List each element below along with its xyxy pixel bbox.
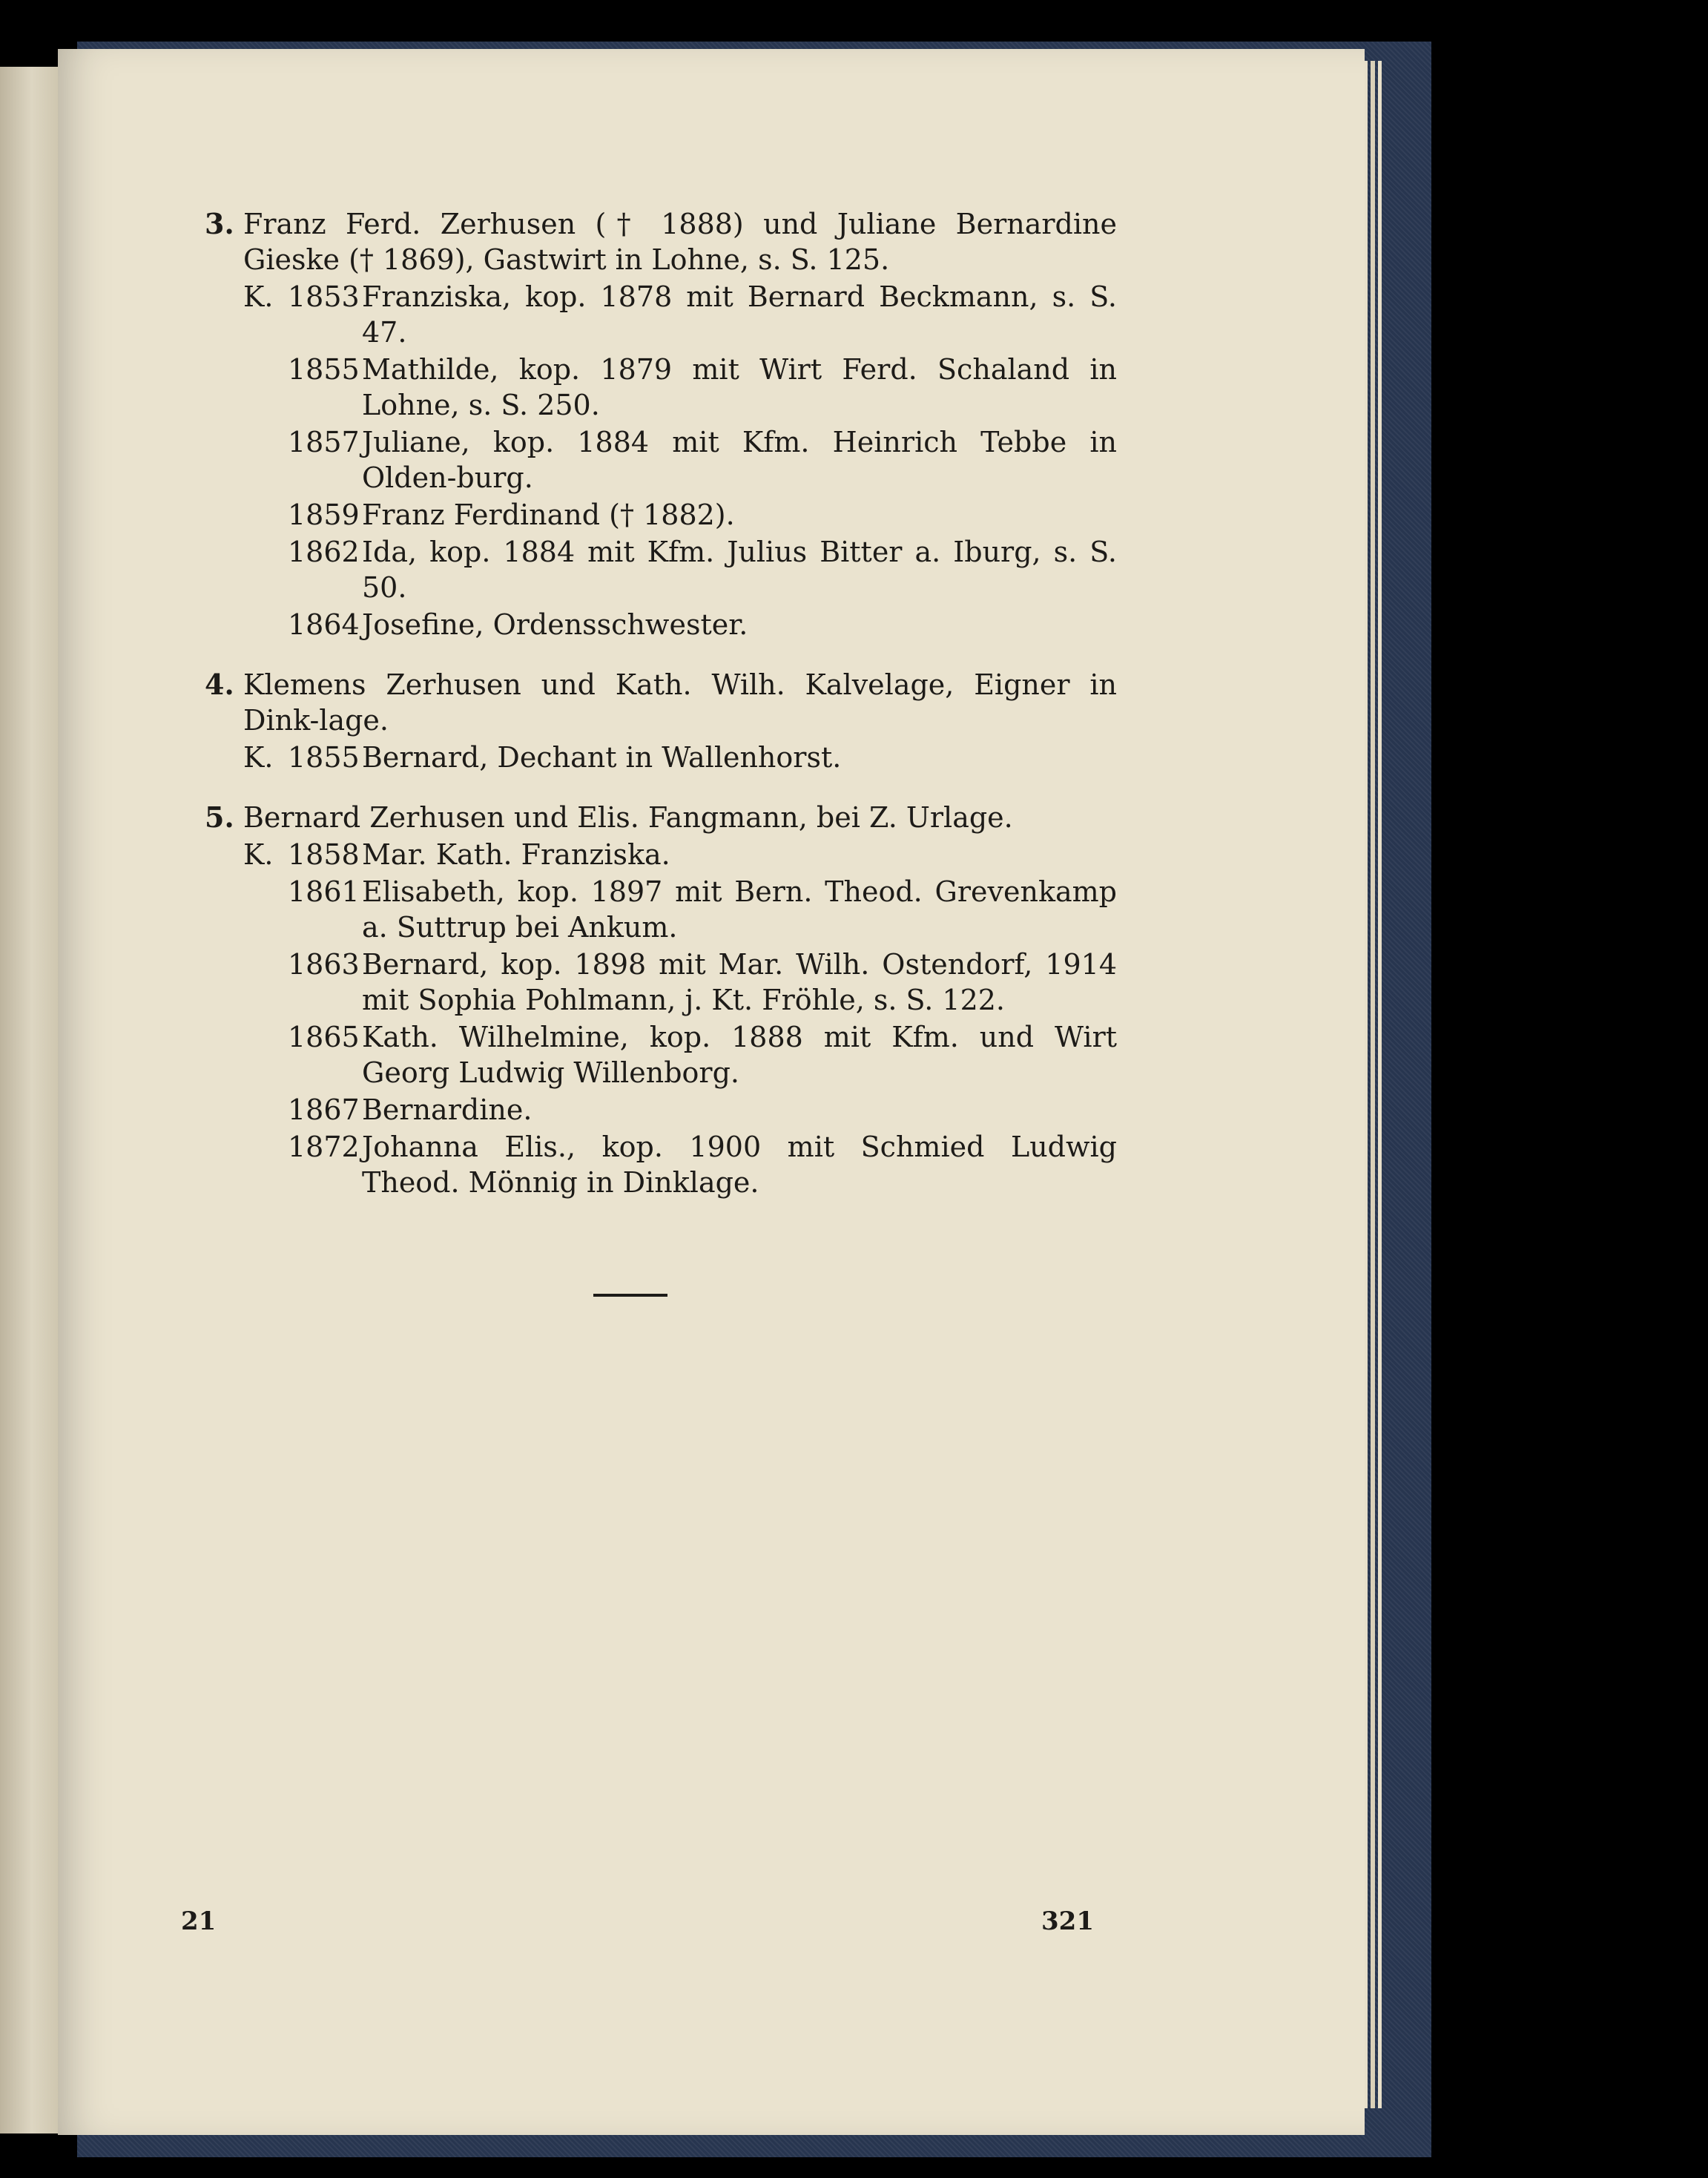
child-row [243,534,1117,605]
child-text: Kath. Wilhelmine, kop. 1888 mit Kfm. und Wirt Georg Ludwig Willenborg. [362,1021,1117,1089]
entry-parents: Klemens Zerhusen und Kath. Wilh. Kalvelage, Eigner in Dink-lage. [243,668,1117,737]
child-text: Bernardine. [362,1093,532,1126]
birth-year: 1864 [288,608,360,641]
children-marker: K. [243,280,274,313]
child-text: Franz Ferdinand († 1882). [362,499,735,531]
child-row [243,1092,1117,1128]
child-row [243,497,1117,533]
birth-year: 1872 [288,1131,360,1163]
child-text: Johanna Elis., kop. 1900 mit Schmied Ludwig Theod. Mönnig in Dinklage. [362,1131,1117,1199]
birth-year: 1855 [288,353,360,386]
birth-year: 1865 [288,1021,360,1053]
page-number: 321 [1041,1906,1094,1936]
child-text: Josefine, Ordensschwester. [362,608,748,641]
section-divider-rule [593,1294,667,1297]
birth-year: 1859 [288,499,360,531]
birth-year: 1863 [288,948,360,981]
child-row [243,837,1117,872]
birth-year: 1853 [288,280,360,313]
child-text: Juliane, kop. 1884 mit Kfm. Heinrich Tebbe in Olden-burg. [362,426,1117,494]
family-entry [205,667,1117,775]
entry-number: 4. [205,668,234,701]
child-row [243,1019,1117,1090]
child-row [243,1129,1117,1200]
children-marker: K. [243,741,274,774]
family-entry [205,206,1117,642]
entry-parents: Franz Ferd. Zerhusen († 1888) und Juliane Bernardine Gieske († 1869), Gastwirt in Lohne, s. S. 125. [243,208,1117,276]
page-stack-edge [1371,61,1375,2108]
child-row [243,607,1117,642]
children-list [243,740,1117,775]
birth-year: 1862 [288,536,360,568]
birth-year: 1861 [288,875,360,908]
child-row [243,874,1117,945]
birth-year: 1867 [288,1093,360,1126]
child-row [243,424,1117,496]
entry-number: 3. [205,207,234,240]
birth-year: 1855 [288,741,360,774]
child-text: Elisabeth, kop. 1897 mit Bern. Theod. Grevenkamp a. Suttrup bei Ankum. [362,875,1117,944]
children-list [243,279,1117,642]
child-text: Mar. Kath. Franziska. [362,838,670,871]
page-stack-edge [1378,61,1382,2108]
child-text: Ida, kop. 1884 mit Kfm. Julius Bitter a. Iburg, s. S. 50. [362,536,1117,604]
child-text: Bernard, kop. 1898 mit Mar. Wilh. Ostendorf, 1914 mit Sophia Pohlmann, j. Kt. Fröhle, s. S. 122. [362,948,1117,1016]
birth-year: 1858 [288,838,360,871]
entry-number: 5. [205,800,234,834]
child-text: Franziska, kop. 1878 mit Bernard Beckmann, s. S. 47. [362,280,1117,349]
genealogy-text [205,206,1117,1225]
child-text: Mathilde, kop. 1879 mit Wirt Ferd. Schaland in Lohne, s. S. 250. [362,353,1117,421]
child-row [243,352,1117,423]
family-entry [205,800,1117,1200]
child-row [243,947,1117,1018]
child-row [243,740,1117,775]
birth-year: 1857 [288,426,360,458]
entry-parents: Bernard Zerhusen und Elis. Fangmann, bei Z. Urlage. [243,801,1013,834]
child-text: Bernard, Dechant in Wallenhorst. [362,741,842,774]
left-page-edge [0,67,58,2133]
child-row [243,279,1117,350]
children-marker: K. [243,838,274,871]
children-list [243,837,1117,1200]
signature-mark: 21 [181,1906,217,1936]
